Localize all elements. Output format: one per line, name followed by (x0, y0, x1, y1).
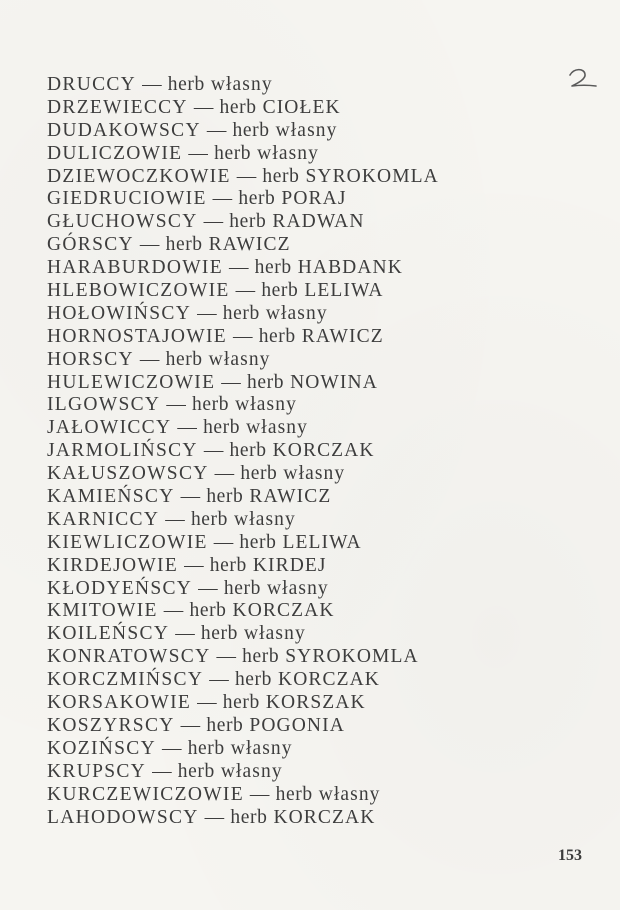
list-item (47, 372, 439, 395)
coat-of-arms-label: herb (219, 96, 257, 118)
em-dash: — (163, 600, 184, 622)
coat-of-arms-label: herb (190, 508, 229, 530)
list-item (47, 280, 439, 303)
coat-of-arms-label: herb (262, 165, 300, 187)
list-item (47, 807, 439, 830)
coat-of-arms-name: własny (318, 783, 381, 805)
family-name: KIEWLICZOWIE (47, 531, 208, 553)
coat-of-arms-name: własny (283, 463, 346, 485)
coat-of-arms-label: herb (229, 440, 267, 462)
list-item (47, 234, 439, 257)
coat-of-arms-name: LELIWA (282, 531, 362, 553)
list-item (47, 738, 439, 761)
coat-of-arms-name: RAWICZ (249, 486, 332, 508)
coat-of-arms-name: RAWICZ (208, 234, 291, 256)
list-item (47, 440, 439, 463)
family-name: DULICZOWIE (47, 142, 183, 164)
page-number: 153 (558, 847, 582, 864)
family-name: DUDAKOWSCY (47, 119, 201, 141)
em-dash: — (193, 96, 214, 118)
family-name: DRUCCY (47, 74, 137, 95)
list-item (47, 303, 439, 326)
coat-of-arms-name: HABDANK (297, 257, 403, 279)
em-dash: — (209, 669, 229, 691)
list-item (47, 349, 439, 372)
coat-of-arms-label: herb (230, 806, 268, 828)
coat-of-arms-name: RAWICZ (301, 325, 384, 347)
family-name: KAMIEŃSCY (47, 486, 175, 508)
coat-of-arms-name: KORSZAK (265, 692, 366, 714)
coat-of-arms-name: własny (210, 74, 273, 95)
coat-of-arms-label: herb (167, 74, 205, 95)
heraldry-list (47, 74, 439, 829)
list-item (47, 211, 439, 234)
family-name: ILGOWSCY (47, 394, 161, 416)
family-name: KRUPSCY (47, 760, 147, 782)
list-item (47, 669, 439, 692)
coat-of-arms-label: herb (222, 692, 260, 714)
coat-of-arms-name: RADWAN (272, 211, 365, 233)
pencil-mark-2 (566, 66, 600, 92)
em-dash: — (184, 554, 204, 576)
family-name: KORSAKOWIE (47, 692, 192, 714)
coat-of-arms-label: herb (206, 486, 244, 508)
em-dash: — (139, 348, 160, 370)
list-item (47, 74, 439, 97)
em-dash: — (197, 692, 217, 714)
coat-of-arms-name: KORCZAK (273, 806, 376, 828)
em-dash: — (165, 508, 185, 530)
em-dash: — (203, 440, 224, 462)
list-item (47, 463, 439, 486)
coat-of-arms-name: własny (208, 348, 271, 370)
coat-of-arms-label: herb (238, 188, 276, 210)
family-name: JARMOLIŃSCY (47, 440, 198, 462)
coat-of-arms-label: herb (206, 714, 244, 736)
list-item (47, 646, 439, 669)
em-dash: — (180, 714, 201, 736)
coat-of-arms-name: własny (257, 142, 319, 164)
family-name: KARNICCY (47, 508, 160, 530)
list-item (47, 486, 439, 509)
coat-of-arms-label: herb (222, 302, 260, 324)
coat-of-arms-label: herb (258, 325, 296, 347)
family-name: HLEBOWICZOWIE (47, 280, 230, 302)
coat-of-arms-name: KORCZAK (278, 669, 380, 691)
coat-of-arms-label: herb (187, 737, 225, 759)
em-dash: — (235, 280, 256, 302)
em-dash: — (175, 623, 195, 645)
em-dash: — (203, 211, 224, 233)
family-name: GÓRSCY (47, 234, 134, 256)
em-dash: — (198, 577, 218, 599)
family-name: DRZEWIECCY (47, 96, 188, 118)
coat-of-arms-label: herb (239, 531, 277, 553)
list-item (47, 600, 439, 623)
family-name: KORCZMIŃSCY (47, 669, 204, 691)
em-dash: — (249, 783, 270, 805)
em-dash: — (139, 234, 160, 256)
coat-of-arms-label: herb (261, 280, 299, 302)
list-item (47, 143, 439, 166)
em-dash: — (197, 302, 217, 324)
list-item (47, 166, 439, 189)
coat-of-arms-name: LELIWA (304, 280, 384, 302)
coat-of-arms-name: własny (243, 623, 306, 645)
coat-of-arms-label: herb (275, 783, 313, 805)
family-name: GIEDRUCIOWIE (47, 188, 207, 210)
family-name: KOSZYRSCY (47, 714, 175, 736)
family-name: KURCZEWICZOWIE (47, 783, 244, 805)
coat-of-arms-label: herb (240, 463, 278, 485)
coat-of-arms-label: herb (189, 600, 227, 622)
coat-of-arms-name: własny (230, 737, 293, 759)
list-item (47, 784, 439, 807)
coat-of-arms-name: SYROKOMLA (305, 165, 439, 187)
list-item (47, 394, 439, 417)
coat-of-arms-label: herb (214, 142, 252, 164)
list-item (47, 532, 439, 555)
em-dash: — (204, 806, 225, 828)
em-dash: — (177, 417, 198, 439)
em-dash: — (142, 74, 162, 95)
list-item (47, 692, 439, 715)
em-dash: — (213, 531, 234, 553)
em-dash: — (166, 394, 187, 416)
list-item (47, 120, 439, 143)
family-name: KMITOWIE (47, 600, 158, 622)
coat-of-arms-label: herb (177, 760, 215, 782)
em-dash: — (180, 486, 201, 508)
em-dash: — (216, 646, 237, 668)
coat-of-arms-name: własny (266, 577, 329, 599)
coat-of-arms-name: KORCZAK (232, 600, 335, 622)
list-item (47, 761, 439, 784)
coat-of-arms-name: własny (234, 508, 296, 530)
family-name: JAŁOWICCY (47, 417, 172, 439)
family-name: KIRDEJOWIE (47, 554, 179, 576)
list-item (47, 257, 439, 280)
family-name: DZIEWOCZKOWIE (47, 165, 231, 187)
family-name: LAHODOWSCY (47, 806, 199, 828)
family-name: HOŁOWIŃSCY (47, 302, 192, 324)
coat-of-arms-name: POGONIA (249, 714, 345, 736)
coat-of-arms-label: herb (247, 371, 285, 393)
list-item (47, 97, 439, 120)
list-item (47, 509, 439, 532)
em-dash: — (188, 142, 209, 164)
em-dash: — (152, 760, 172, 782)
em-dash: — (236, 165, 257, 187)
list-item (47, 578, 439, 601)
coat-of-arms-name: PORAJ (281, 188, 347, 210)
em-dash: — (221, 371, 241, 393)
coat-of-arms-label: herb (203, 417, 241, 439)
list-item (47, 623, 439, 646)
coat-of-arms-name: NOWINA (290, 371, 378, 393)
list-item (47, 715, 439, 738)
family-name: HORNOSTAJOWIE (47, 325, 227, 347)
coat-of-arms-label: herb (242, 646, 280, 668)
coat-of-arms-label: herb (192, 394, 230, 416)
em-dash: — (233, 325, 253, 347)
list-item (47, 188, 439, 211)
coat-of-arms-label: herb (254, 257, 292, 279)
family-name: KONRATOWSCY (47, 646, 211, 668)
list-item (47, 555, 439, 578)
family-name: KOZIŃSCY (47, 737, 156, 759)
coat-of-arms-name: własny (275, 119, 338, 141)
coat-of-arms-name: KIRDEJ (252, 554, 327, 576)
family-name: KAŁUSZOWSCY (47, 463, 209, 485)
em-dash: — (212, 188, 233, 210)
coat-of-arms-label: herb (165, 348, 203, 370)
coat-of-arms-label: herb (234, 669, 273, 691)
coat-of-arms-name: własny (220, 760, 283, 782)
em-dash: — (228, 257, 249, 279)
em-dash: — (206, 119, 227, 141)
coat-of-arms-name: KORCZAK (272, 440, 375, 462)
em-dash: — (162, 737, 182, 759)
em-dash: — (214, 463, 235, 485)
list-item (47, 417, 439, 440)
family-name: HORSCY (47, 348, 134, 370)
family-name: HULEWICZOWIE (47, 371, 216, 393)
coat-of-arms-name: własny (265, 302, 328, 324)
coat-of-arms-label: herb (209, 554, 247, 576)
list-item (47, 326, 439, 349)
family-name: KŁODYEŃSCY (47, 577, 193, 599)
family-name: HARABURDOWIE (47, 257, 223, 279)
family-name: KOILEŃSCY (47, 623, 170, 645)
coat-of-arms-label: herb (200, 623, 238, 645)
coat-of-arms-label: herb (232, 119, 270, 141)
coat-of-arms-name: własny (235, 394, 297, 416)
coat-of-arms-name: CIOŁEK (262, 96, 341, 118)
coat-of-arms-label: herb (223, 577, 261, 599)
family-name: GŁUCHOWSCY (47, 211, 198, 233)
coat-of-arms-name: SYROKOMLA (285, 646, 419, 668)
coat-of-arms-label: herb (229, 211, 267, 233)
coat-of-arms-name: własny (246, 417, 308, 439)
coat-of-arms-label: herb (165, 234, 203, 256)
